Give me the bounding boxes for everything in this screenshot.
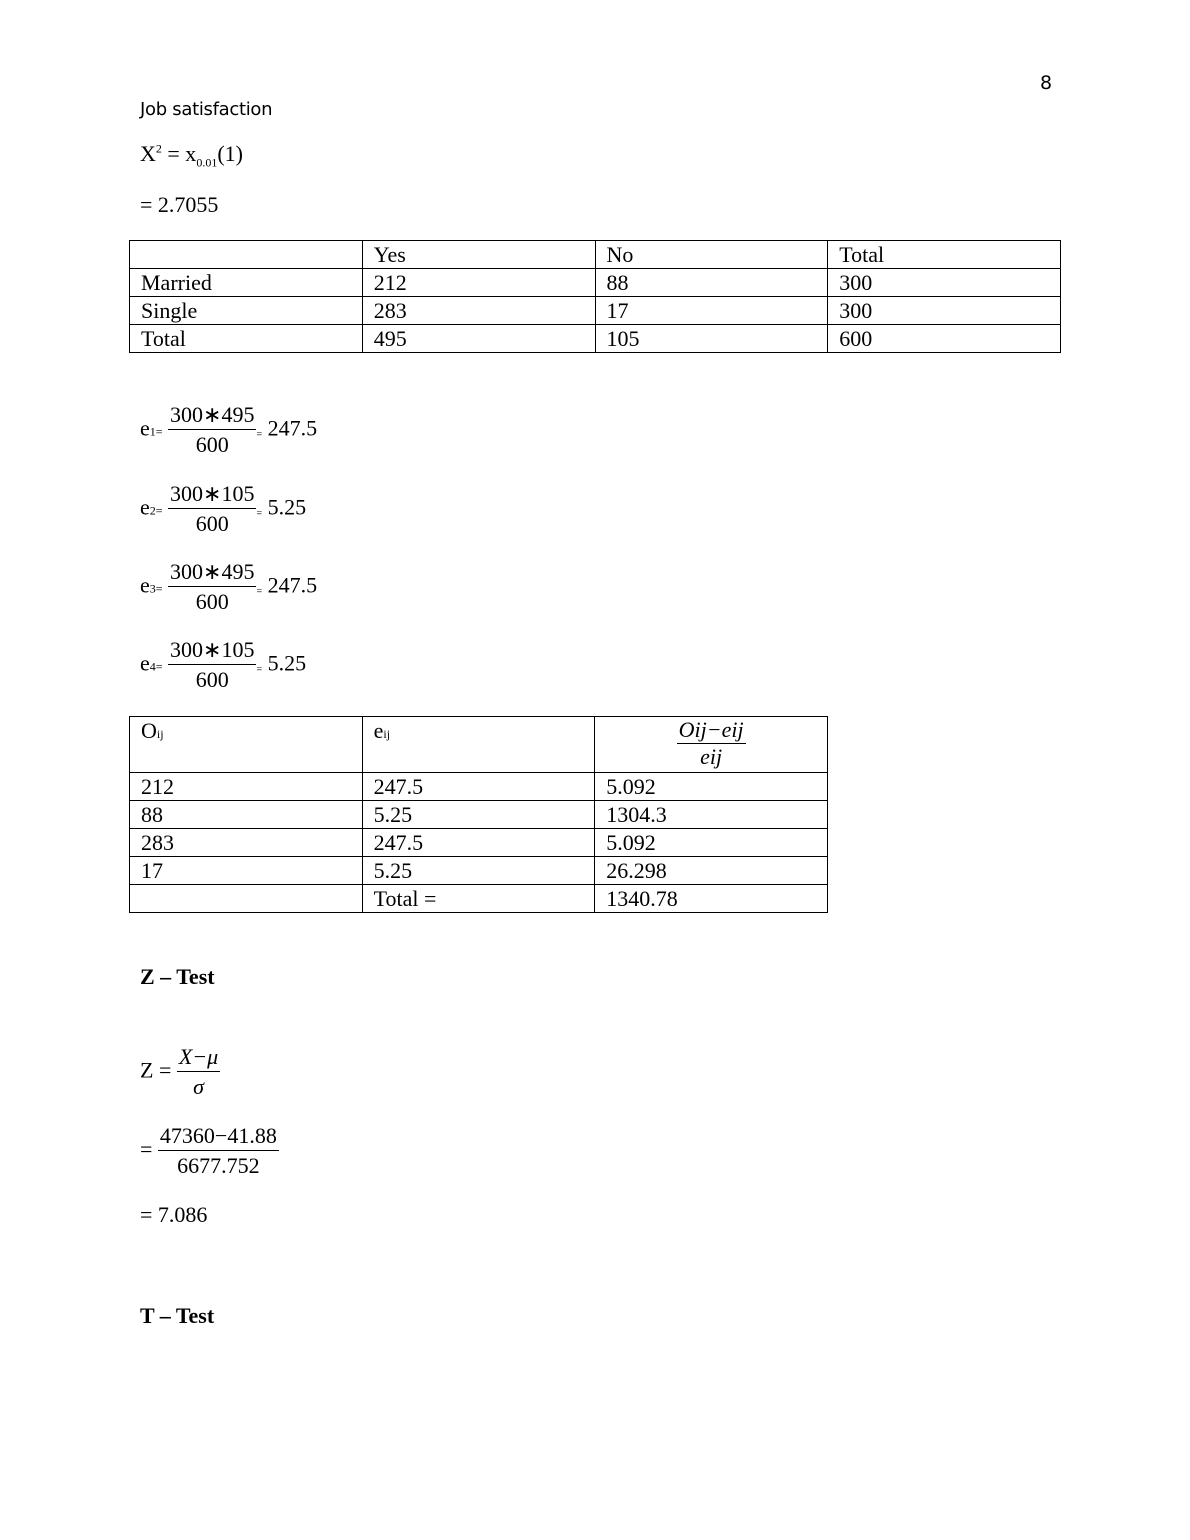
contingency-table <box>129 240 1061 353</box>
chi-square-arg: (1) <box>217 141 243 166</box>
header-o-subscript: ij <box>156 727 164 741</box>
expected-equals: = <box>256 429 263 441</box>
table-row <box>130 269 1061 297</box>
table-row <box>130 857 828 885</box>
table-cell: 1304.3 <box>595 801 828 829</box>
z-test-formula <box>140 1043 220 1102</box>
table-cell: Total <box>130 325 363 353</box>
chi-square-superscript: 2 <box>155 141 162 156</box>
expected-formula-1 <box>140 401 317 460</box>
expected-subscript: 4= <box>149 659 163 674</box>
table-cell: No <box>595 241 828 269</box>
z-test-result: = 7.086 <box>140 1202 208 1227</box>
fraction-denominator: eij <box>677 743 746 770</box>
z-sub-eq: = <box>140 1136 153 1162</box>
chi-square-formula <box>140 141 243 170</box>
expected-equals: = <box>256 664 263 676</box>
chi-square-eq: = x <box>161 141 197 166</box>
fraction-numerator: X−μ <box>178 1044 219 1069</box>
chi-square-table <box>129 716 828 913</box>
expected-subscript: 3= <box>149 581 163 596</box>
expected-label: e <box>140 572 150 598</box>
z-formula-lhs: Z = <box>140 1057 172 1083</box>
fraction-denominator: 600 <box>168 664 256 695</box>
table-cell: Total = <box>362 885 595 913</box>
z-test-substitution <box>140 1122 279 1181</box>
table-row <box>130 829 828 857</box>
expected-subscript: 2= <box>149 503 163 518</box>
expected-formula-4 <box>140 636 306 695</box>
chi-square-subscript: 0.01 <box>196 155 218 170</box>
expected-label: e <box>140 494 150 520</box>
table-row <box>130 773 828 801</box>
table-cell: 17 <box>130 857 363 885</box>
table-row <box>130 325 1061 353</box>
table-cell: 5.25 <box>362 801 595 829</box>
fraction-numerator: 300∗495 <box>170 559 255 584</box>
header-fraction <box>677 717 746 770</box>
table-cell: 212 <box>130 773 363 801</box>
expected-fraction <box>168 636 256 695</box>
table-cell: 300 <box>828 269 1061 297</box>
expected-result: 247.5 <box>267 572 318 598</box>
expected-result: 247.5 <box>267 415 318 441</box>
table-cell <box>130 241 363 269</box>
expected-equals: = <box>256 586 263 598</box>
table-cell: 495 <box>362 325 595 353</box>
expected-label: e <box>140 415 150 441</box>
z-sub-fraction <box>158 1122 279 1181</box>
z-formula-fraction <box>177 1043 220 1102</box>
table-cell: 88 <box>595 269 828 297</box>
table-cell: 247.5 <box>362 829 595 857</box>
expected-equals: = <box>256 508 263 520</box>
fraction-numerator: 47360−41.88 <box>159 1123 277 1148</box>
expected-result: 5.25 <box>267 650 307 676</box>
table-row <box>130 297 1061 325</box>
expected-result: 5.25 <box>267 494 307 520</box>
table-cell: 105 <box>595 325 828 353</box>
table-cell: Married <box>130 269 363 297</box>
expected-fraction <box>168 480 256 539</box>
table-cell: 5.092 <box>595 829 828 857</box>
table-cell: 17 <box>595 297 828 325</box>
expected-subscript: 1= <box>149 424 163 439</box>
table-cell: 1340.78 <box>595 885 828 913</box>
section-title: Job satisfaction <box>140 99 273 120</box>
chi-square-value: = 2.7055 <box>140 192 219 217</box>
fraction-numerator: 300∗495 <box>170 402 255 427</box>
table-cell: 283 <box>130 829 363 857</box>
header-o: O <box>141 718 157 743</box>
expected-formula-3 <box>140 558 317 617</box>
table-cell: 300 <box>828 297 1061 325</box>
fraction-denominator: 600 <box>168 429 256 460</box>
table-cell <box>595 717 828 773</box>
table-cell <box>362 717 595 773</box>
table-cell: Yes <box>362 241 595 269</box>
page-number: 8 <box>1040 72 1053 94</box>
header-e-subscript: ij <box>383 727 391 741</box>
table-cell: Single <box>130 297 363 325</box>
expected-formula-2 <box>140 480 306 539</box>
table-cell: 212 <box>362 269 595 297</box>
fraction-denominator: 6677.752 <box>158 1150 279 1181</box>
fraction-numerator: 300∗105 <box>170 481 255 506</box>
table-row <box>130 801 828 829</box>
table-cell: 5.25 <box>362 857 595 885</box>
expected-fraction <box>168 401 256 460</box>
table-cell: 88 <box>130 801 363 829</box>
table-cell <box>130 885 363 913</box>
table-cell <box>130 717 363 773</box>
table-header-row <box>130 241 1061 269</box>
table-cell: 5.092 <box>595 773 828 801</box>
table-cell: 283 <box>362 297 595 325</box>
fraction-denominator: 600 <box>168 508 256 539</box>
fraction-denominator: 600 <box>168 586 256 617</box>
fraction-numerator: Oij−eij <box>678 717 744 742</box>
table-row <box>130 885 828 913</box>
t-test-heading: T – Test <box>140 1303 215 1328</box>
header-e: e <box>373 718 384 743</box>
fraction-denominator: σ <box>177 1071 220 1102</box>
chi-square-lhs: X <box>140 141 156 166</box>
table-cell: 247.5 <box>362 773 595 801</box>
z-test-heading: Z – Test <box>140 964 215 989</box>
fraction-numerator: 300∗105 <box>170 637 255 662</box>
table-header-row <box>130 717 828 773</box>
table-cell: 26.298 <box>595 857 828 885</box>
expected-label: e <box>140 650 150 676</box>
table-cell: 600 <box>828 325 1061 353</box>
expected-fraction <box>168 558 256 617</box>
table-cell: Total <box>828 241 1061 269</box>
